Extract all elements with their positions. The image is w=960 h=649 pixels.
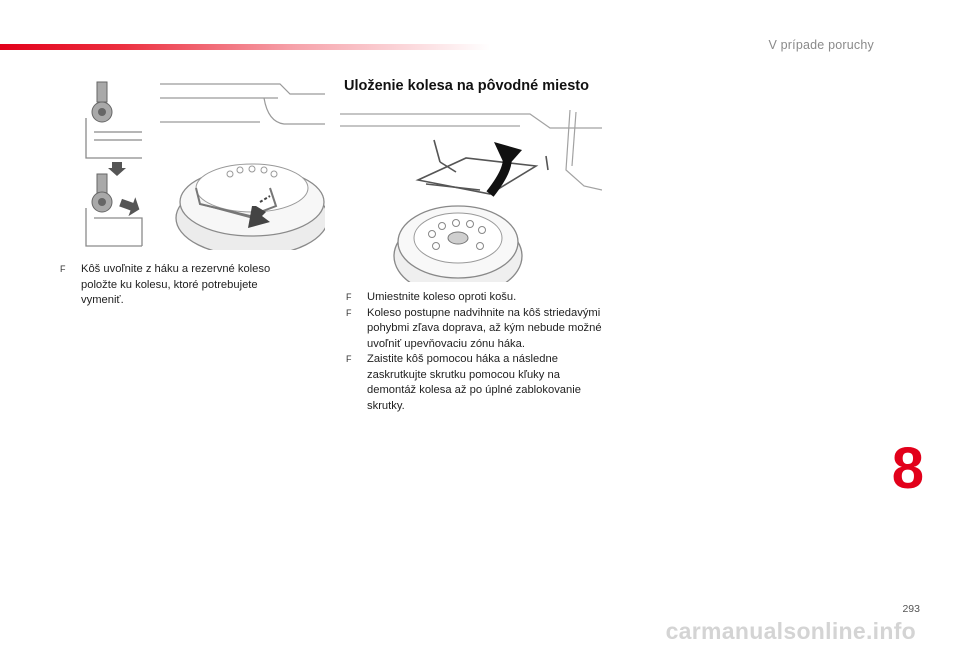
left-instructions xyxy=(60,262,300,309)
wheel-return-illustration xyxy=(340,106,602,282)
section-heading: Uloženie kolesa na pôvodné miesto xyxy=(344,78,589,94)
page-number: 293 xyxy=(902,603,920,615)
spare-wheel-lowered-illustration xyxy=(160,78,325,250)
header-accent-bar xyxy=(0,44,490,50)
instruction-item xyxy=(346,290,604,306)
chapter-number: 8 xyxy=(891,436,924,501)
hook-detail-illustration xyxy=(82,78,154,250)
right-instructions xyxy=(346,290,604,414)
instruction-item xyxy=(60,262,300,309)
instruction-item xyxy=(346,306,604,353)
instruction-text: Zaistite kôš pomocou háka a následne zaskrutkujte skrutku pomocou kľuky na demontáž kolesa až po úplné zablokovanie skrutky. xyxy=(367,353,581,412)
watermark: carmanualsonline.info xyxy=(665,618,916,644)
instruction-item xyxy=(346,352,604,414)
instruction-text: Kôš uvoľnite z háku a rezervné koleso položte ku kolesu, ktoré potrebujete vymeniť. xyxy=(81,263,271,306)
section-title: V prípade poruchy xyxy=(768,38,874,52)
arrow-bullet-icon: F xyxy=(346,292,352,302)
arrow-bullet-icon: F xyxy=(60,264,66,274)
arrow-bullet-icon: F xyxy=(346,354,352,364)
instruction-text: Koleso postupne nadvihnite na kôš striedavými pohybmi zľava doprava, až kým nebude možné uvoľniť upevňovaciu zónu háka. xyxy=(367,306,602,350)
arrow-bullet-icon: F xyxy=(346,307,352,318)
instruction-text: Umiestnite koleso oproti košu. xyxy=(367,291,517,303)
